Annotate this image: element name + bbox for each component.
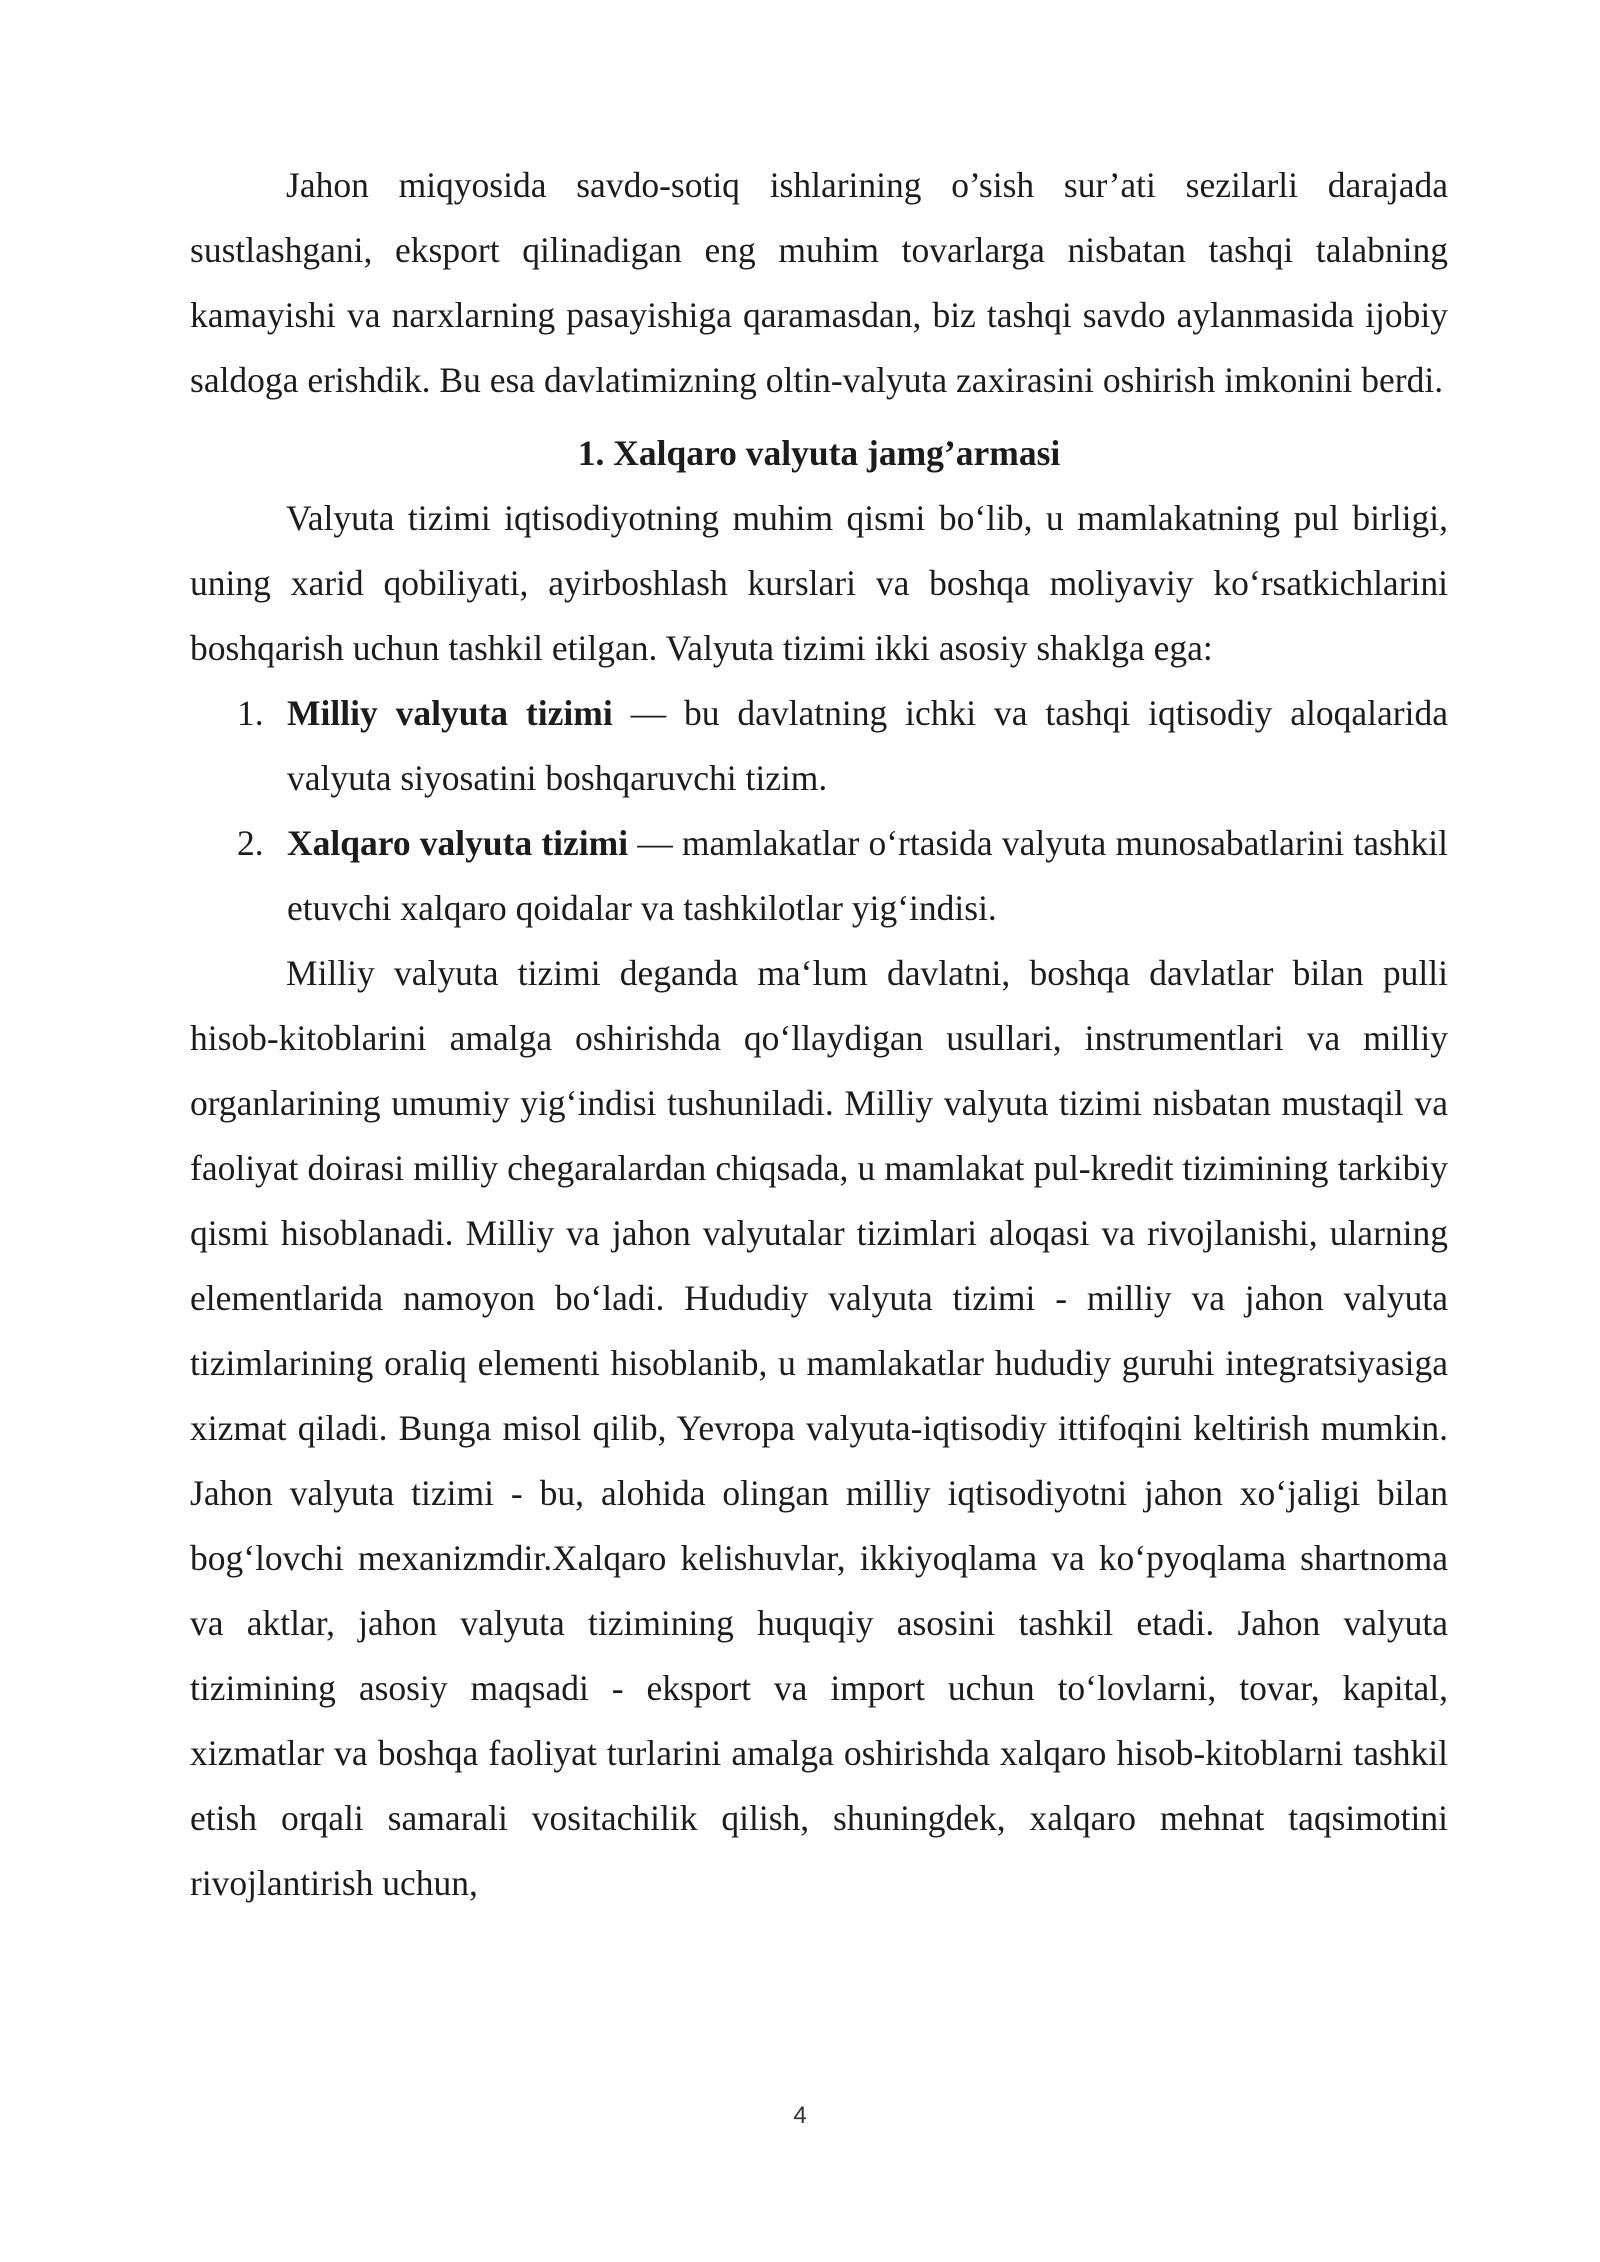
list-item-description: — mamlakatlar o‘rtasida valyuta munosabatlarini tashkil etuvchi xalqaro qoidalar va tashkilotlar yig‘indisi. — [287, 823, 1449, 928]
list-item-term: Xalqaro valyuta tizimi — [287, 823, 629, 863]
list-item — [190, 681, 1448, 811]
paragraph-milliy-valyuta: Milliy valyuta tizimi deganda ma‘lum davlatni, boshqa davlatlar bilan pulli hisob-kitoblarini amalga oshirishda qo‘llaydigan usullari, instrumentlari va milliy organlarining umumiy yig‘indisi tushuniladi. Milliy valyuta tizimi nisbatan mustaqil va faoliyat doirasi milliy chegaralardan chiqsada, u mamlakat pul-kredit tizimining tarkibiy qismi hisoblanadi. Milliy va jahon valyutalar tizimlari aloqasi va rivojlanishi, ularning elementlarida namoyon bo‘ladi. Hududiy valyuta tizimi - milliy va jahon valyuta tizimlarining oraliq elementi hisoblanib, u mamlakatlar hududiy guruhi integratsiyasiga xizmat qiladi. Bunga misol qilib, Yevropa valyuta-iqtisodiy ittifoqini keltirish mumkin. Jahon valyuta tizimi - bu, alohida olingan milliy iqtisodiyotni jahon xo‘jaligi bilan bog‘lovchi mexanizmdir.Xalqaro kelishuvlar, ikkiyoqlama va ko‘pyoqlama shartnoma va aktlar, jahon valyuta tizimining huquqiy asosini tashkil etadi. Jahon valyuta tizimining asosiy maqsadi - eksport va import uchun to‘lovlarni, tovar, kapital, xizmatlar va boshqa faoliyat turlarini amalga oshirishda xalqaro hisob-kitoblarni tashkil etish orqali samarali vositachilik qilish, shuningdek, xalqaro mehnat taqsimotini rivojlantirish uchun, — [190, 953, 1448, 1903]
intro-paragraph: Jahon miqyosida savdo-sotiq ishlarining o’sish sur’ati sezilarli darajada sustlashgani, eksport qilinadigan eng muhim tovarlarga nisbatan tashqi talabning kamayishi va narxlarning pasayishiga qaramasdan, biz tashqi savdo aylanmasida ijobiy saldoga erishdik. Bu esa davlatimizning oltin-valyuta zaxirasini oshirish imkonini berdi. — [190, 165, 1448, 400]
list-item — [190, 811, 1448, 941]
numbered-list — [190, 681, 1448, 941]
section-heading: 1. Xalqaro valyuta jamg’armasi — [577, 433, 1061, 473]
paragraph-valyuta-tizimi: Valyuta tizimi iqtisodiyotning muhim qismi bo‘lib, u mamlakatning pul birligi, uning xarid qobiliyati, ayirboshlash kurslari va boshqa moliyaviy ko‘rsatkichlarini boshqarish uchun tashkil etilgan. Valyuta tizimi ikki asosiy shaklga ega: — [190, 498, 1448, 668]
list-item-description: — bu davlatning ichki va tashqi iqtisodiy aloqalarida valyuta siyosatini boshqaruvchi tizim. — [287, 693, 1448, 798]
document-body — [190, 153, 1448, 1916]
page-number: 4 — [793, 2102, 807, 2129]
list-item-number: 1. — [237, 693, 264, 733]
list-item-number: 2. — [237, 823, 264, 863]
list-item-term: Milliy valyuta tizimi — [287, 693, 613, 733]
